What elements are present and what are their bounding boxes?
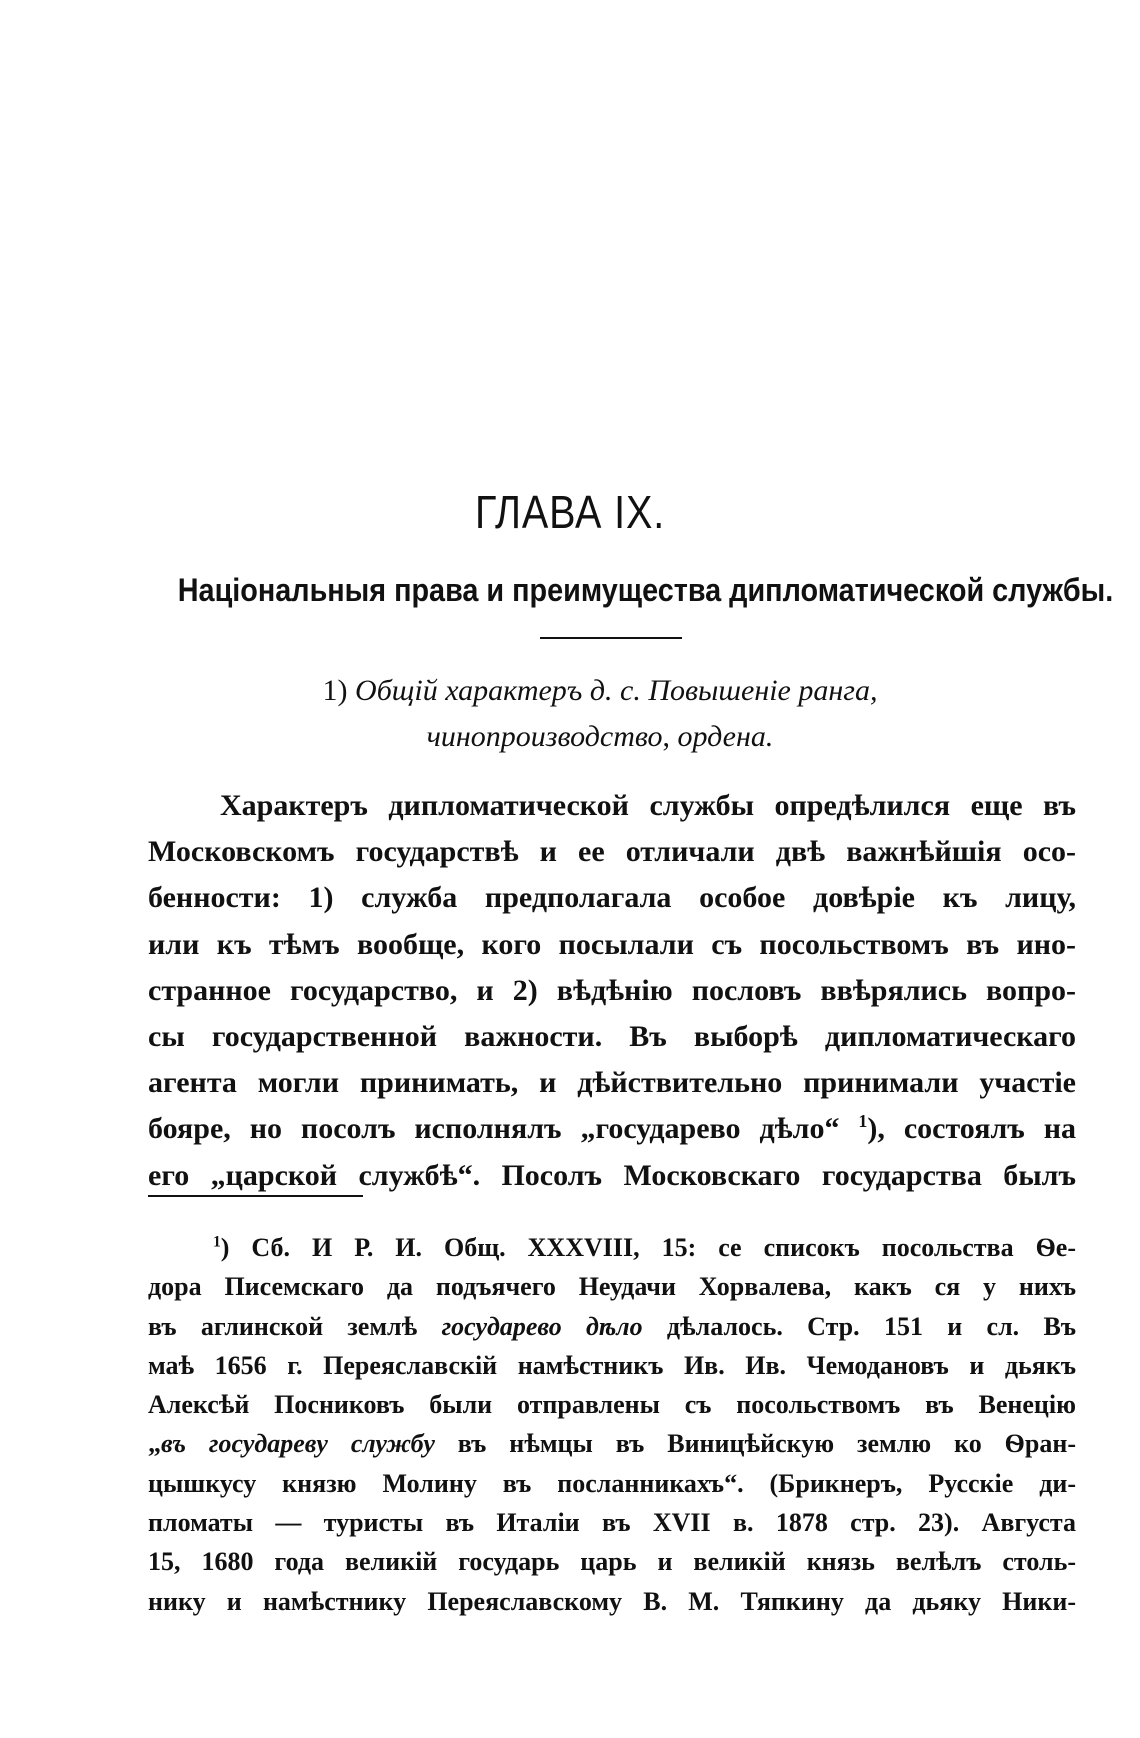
chapter-subtitle: Національныя права и преимущества дипломатической службы. (177, 572, 1114, 608)
footnote-line-6a: „ (148, 1429, 161, 1459)
section-heading-line-1 (150, 668, 1050, 714)
footnote-line: 15, 1680 года великій государь царь и великій князь велѣлъ столь- (148, 1547, 1076, 1577)
body-line-8a: бояре, но посолъ исполнялъ „государево дѣло“ (148, 1112, 859, 1146)
body-line: сы государственной важности. Въ выборѣ дипломатическаго (148, 1020, 1076, 1054)
body-line-8b: ), состоялъ на (867, 1112, 1076, 1146)
footnote-line-6b: въ нѣмцы въ Виницѣйскую землю ко Ѳран- (434, 1429, 1076, 1459)
body-line: Московскомъ государствѣ и ее отличали двѣ важнѣйшія осо- (148, 835, 1076, 869)
footnote-divider (148, 1195, 363, 1197)
body-line-with-ref (148, 1106, 1076, 1152)
section-heading-text-1: Общій характеръ д. с. Повышеніе ранга, (355, 674, 878, 707)
footnote-reference[interactable]: 1 (858, 1111, 868, 1132)
footnote-line: нику и намѣстнику Переяславскому В. М. Тяпкину да дьяку Ники- (148, 1586, 1076, 1616)
footnote-line: Алексѣй Посниковъ были отправлены съ посольствомъ въ Венецію (148, 1390, 1076, 1420)
body-paragraph (148, 783, 1076, 1199)
section-heading-text-2a: чинопроизводство (426, 720, 663, 753)
chapter-title: ГЛАВА IX. (474, 486, 666, 538)
footnote-line-3b: дѣлалось. Стр. 151 и сл. Въ (642, 1311, 1076, 1341)
body-line: Характеръ дипломатической службы опредѣлился еще въ (220, 789, 1076, 822)
section-heading-line-2 (150, 714, 1050, 760)
title-divider (540, 637, 682, 639)
footnote-line-1: ) Сб. И Р. И. Общ. XXXVIII, 15: се списокъ посольства Ѳе- (220, 1233, 1076, 1262)
section-heading-text-2b: ордена. (677, 720, 774, 753)
footnote-line (148, 1307, 1076, 1346)
footnote (148, 1228, 1076, 1621)
footnote-line-6-italic: въ государеву службу (161, 1429, 435, 1459)
body-line: его „царской службѣ“. Посолъ Московскаго государства былъ (148, 1158, 1076, 1192)
body-line: агента могли принимать, и дѣйствительно принимали участіе (148, 1066, 1076, 1100)
footnote-line-3-italic: государево дѣло (441, 1311, 643, 1341)
footnote-line-3a: въ аглинской землѣ (148, 1311, 442, 1341)
footnote-line: дора Писемскаго да подъячего Неудачи Хорвалева, какъ ся у нихъ (148, 1272, 1076, 1302)
section-heading-sep: , (662, 720, 678, 753)
body-line: бенности: 1) служба предполагала особое довѣріе къ лицу, (148, 881, 1076, 915)
body-line: странное государство, и 2) вѣдѣнію пословъ ввѣрялись вопро- (148, 973, 1076, 1007)
section-number: 1) (322, 674, 348, 707)
body-line: или къ тѣмъ вообще, кого посылали съ посольствомъ въ ино- (148, 927, 1076, 961)
footnote-marker: 1 (213, 1233, 221, 1251)
section-heading (150, 668, 1050, 760)
footnote-line: пломаты — туристы въ Италіи въ XVII в. 1878 стр. 23). Августа (148, 1508, 1076, 1538)
footnote-line (148, 1228, 1076, 1267)
footnote-line (148, 1424, 1076, 1463)
footnote-line: маѣ 1656 г. Переяславскій намѣстникъ Ив. Ив. Чемодановъ и дьякъ (148, 1350, 1076, 1380)
footnote-line: цышкусу князю Молину въ посланникахъ“. (Брикнеръ, Русскіе ди- (148, 1468, 1076, 1498)
